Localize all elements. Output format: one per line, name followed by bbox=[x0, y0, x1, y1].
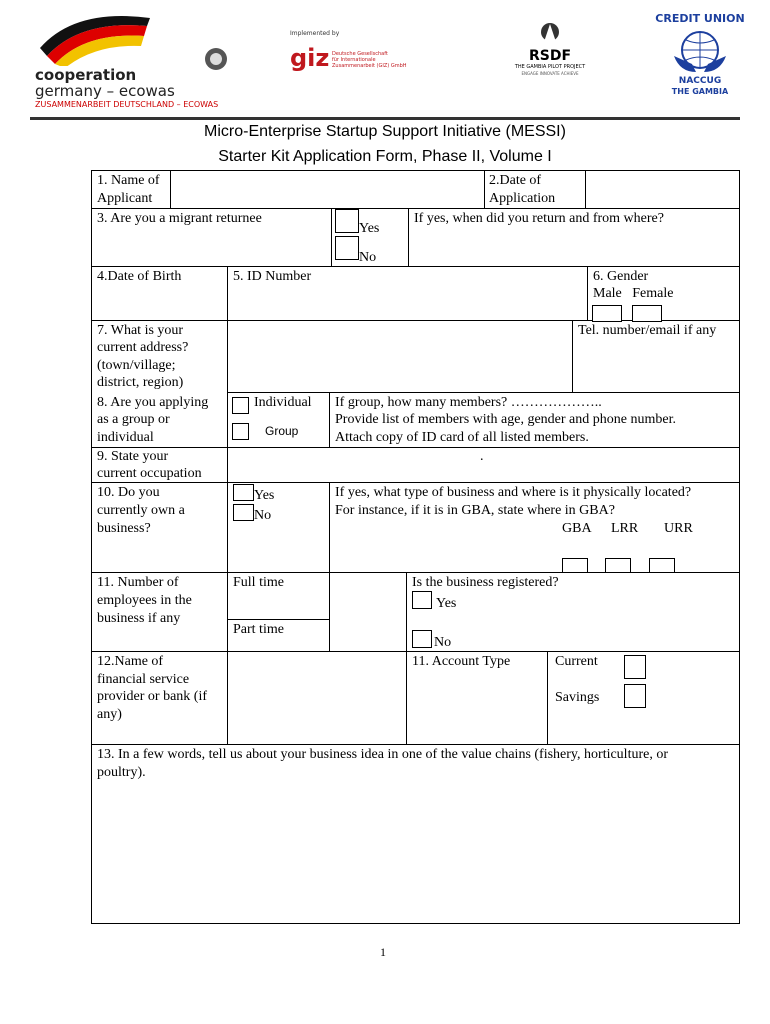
naccug-label: NACCUG bbox=[678, 76, 722, 86]
rsdf-logo bbox=[495, 18, 605, 98]
header-divider bbox=[30, 117, 740, 120]
rsdf-wordmark: RSDF bbox=[528, 48, 572, 64]
business-instance-label: For instance, if it is in GBA, state where in GBA? bbox=[335, 503, 615, 518]
credit-union-logo bbox=[655, 12, 745, 102]
coop-line1: cooperation bbox=[35, 66, 137, 84]
q5-label: 5. ID Number bbox=[233, 269, 312, 284]
q12-line1: 12.Name of bbox=[97, 654, 164, 669]
the-gambia-label: THE GAMBIA bbox=[671, 87, 729, 96]
q2-label-line2: Application bbox=[489, 191, 556, 206]
giz-sub1: Deutsche Gesellschaft bbox=[332, 51, 388, 57]
q7-line4: district, region) bbox=[97, 375, 184, 390]
registered-label: Is the business registered? bbox=[412, 575, 559, 590]
q13-line2: poultry). bbox=[97, 765, 146, 780]
registered-yes-label: Yes bbox=[436, 596, 457, 611]
q12-line2: financial service bbox=[97, 672, 190, 687]
current-account-checkbox[interactable] bbox=[624, 655, 646, 679]
german-flag-swoosh-icon bbox=[35, 8, 155, 66]
implemented-by-label: Implemented by bbox=[290, 30, 340, 37]
part-time-field[interactable] bbox=[331, 621, 404, 650]
account-type-label: 11. Account Type bbox=[412, 654, 511, 669]
q2-label-line1: 2.Date of bbox=[489, 173, 542, 188]
tel-email-label: Tel. number/email if any bbox=[578, 323, 717, 338]
giz-logo bbox=[290, 30, 410, 90]
giz-sub2: für Internationale bbox=[332, 57, 376, 63]
q3-followup: If yes, when did you return and from where? bbox=[414, 211, 664, 226]
business-idea-field[interactable] bbox=[93, 784, 738, 921]
q11-line3: business if any bbox=[97, 611, 181, 626]
q9-line1: 9. State your bbox=[97, 449, 169, 464]
occupation-dot: . bbox=[480, 449, 484, 464]
q7-line3: (town/village; bbox=[97, 358, 176, 373]
urr-label: URR bbox=[664, 521, 693, 536]
q11-line2: employees in the bbox=[97, 593, 192, 608]
provide-list-label: Provide list of members with age, gender and phone number. bbox=[335, 412, 676, 427]
lrr-checkbox[interactable] bbox=[605, 558, 631, 573]
full-time-field[interactable] bbox=[331, 574, 404, 618]
returnee-no-label: No bbox=[359, 250, 377, 265]
q9-line2: current occupation bbox=[97, 466, 202, 481]
group-checkbox[interactable] bbox=[232, 423, 249, 440]
q7-line1: 7. What is your bbox=[97, 323, 184, 338]
ecowas-emblem-icon bbox=[203, 46, 229, 72]
q8-line2: as a group or bbox=[97, 412, 170, 427]
registered-no-checkbox[interactable] bbox=[412, 630, 432, 648]
current-account-label: Current bbox=[555, 654, 598, 669]
lrr-label: LRR bbox=[611, 521, 639, 536]
q10-line2: currently own a bbox=[97, 503, 185, 518]
q10-line1: 10. Do you bbox=[97, 485, 160, 500]
returnee-no-checkbox[interactable] bbox=[335, 236, 359, 260]
coop-line3: ZUSAMMENARBEIT DEUTSCHLAND – ECOWAS bbox=[35, 100, 219, 109]
group-label: Group bbox=[265, 424, 299, 438]
own-business-yes-checkbox[interactable] bbox=[233, 484, 254, 501]
group-members-label: If group, how many members? ……………….. bbox=[335, 395, 602, 410]
savings-account-checkbox[interactable] bbox=[624, 684, 646, 708]
q8-line1: 8. Are you applying bbox=[97, 395, 209, 410]
rsdf-tagline: ENGAGE INNOVATE ACHIEVE bbox=[521, 71, 579, 76]
q1-label-line2: Applicant bbox=[97, 191, 153, 206]
credit-union-title: CREDIT UNION bbox=[655, 12, 745, 25]
returnee-yes-label: Yes bbox=[359, 221, 380, 236]
q12-line4: any) bbox=[97, 707, 122, 722]
gender-options-label: Male Female bbox=[593, 286, 674, 301]
q4-label: 4.Date of Birth bbox=[97, 269, 182, 284]
q13-line1: 13. In a few words, tell us about your business idea in one of the value chains (fishery, horticulture, or bbox=[97, 747, 668, 762]
q6-label: 6. Gender bbox=[593, 269, 649, 284]
savings-account-label: Savings bbox=[555, 690, 600, 705]
q1-label-line1: 1. Name of bbox=[97, 173, 160, 188]
registered-no-label: No bbox=[434, 635, 452, 650]
own-business-no-label: No bbox=[254, 508, 272, 523]
giz-sub3: Zusammenarbeit (GIZ) GmbH bbox=[332, 63, 407, 69]
applicant-name-field[interactable] bbox=[172, 172, 482, 206]
own-business-yes-label: Yes bbox=[254, 488, 275, 503]
cooperation-germany-ecowas-logo bbox=[35, 8, 285, 113]
registered-yes-checkbox[interactable] bbox=[412, 591, 432, 609]
gender-male-checkbox[interactable] bbox=[592, 305, 622, 322]
part-time-label: Part time bbox=[233, 622, 284, 637]
rsdf-subtitle: THE GAMBIA PILOT PROJECT bbox=[514, 64, 586, 70]
gba-checkbox[interactable] bbox=[562, 558, 588, 573]
attach-id-label: Attach copy of ID card of all listed members. bbox=[335, 430, 589, 445]
q7-line2: current address? bbox=[97, 340, 189, 355]
q10-line3: business? bbox=[97, 521, 151, 536]
full-time-label: Full time bbox=[233, 575, 284, 590]
address-field[interactable] bbox=[229, 322, 570, 390]
giz-wordmark: giz bbox=[290, 44, 330, 72]
coop-line2: germany – ecowas bbox=[35, 82, 175, 100]
globe-hands-icon bbox=[670, 26, 730, 76]
form-title: Micro-Enterprise Startup Support Initiative (MESSI) bbox=[204, 123, 566, 140]
form-subtitle: Starter Kit Application Form, Phase II, Volume I bbox=[218, 148, 552, 165]
page-number: 1 bbox=[380, 945, 386, 959]
business-type-label: If yes, what type of business and where is it physically located? bbox=[335, 485, 692, 500]
q8-line3: individual bbox=[97, 430, 154, 445]
application-date-field[interactable] bbox=[587, 172, 737, 206]
bank-name-field[interactable] bbox=[229, 653, 404, 742]
individual-checkbox[interactable] bbox=[232, 397, 249, 414]
q11-line1: 11. Number of bbox=[97, 575, 179, 590]
urr-checkbox[interactable] bbox=[649, 558, 675, 573]
q3-label: 3. Are you a migrant returnee bbox=[97, 211, 262, 226]
individual-label: Individual bbox=[254, 395, 312, 410]
occupation-field[interactable] bbox=[229, 449, 738, 481]
q12-line3: provider or bank (if bbox=[97, 689, 208, 704]
gba-label: GBA bbox=[562, 521, 592, 536]
own-business-no-checkbox[interactable] bbox=[233, 504, 254, 521]
returnee-yes-checkbox[interactable] bbox=[335, 209, 359, 233]
rsdf-emblem-icon bbox=[535, 18, 565, 48]
gender-female-checkbox[interactable] bbox=[632, 305, 662, 322]
